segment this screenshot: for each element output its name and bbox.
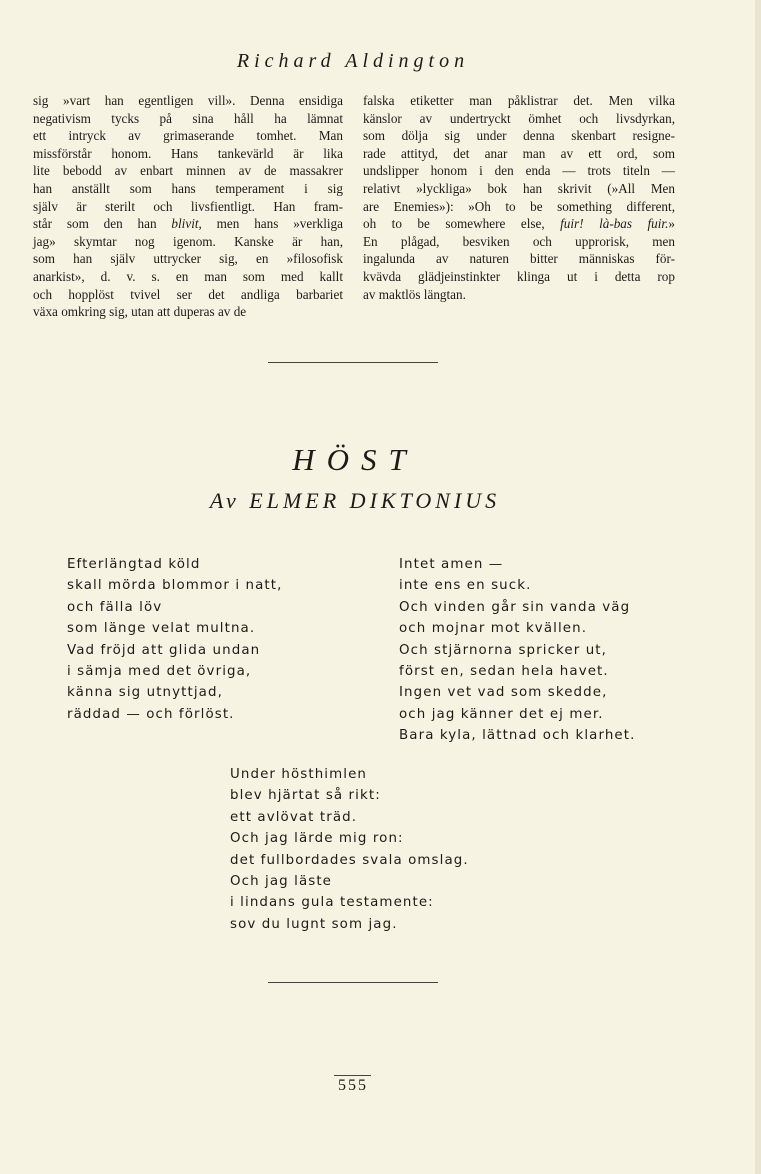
text-line: anarkist», d. v. s. en man som med kallt: [33, 268, 343, 284]
text-line: och jag känner det ej mer.: [399, 706, 604, 722]
text-line: Intet amen —: [399, 557, 504, 572]
text-line: are Enemies»): »Oh to be something different,: [363, 198, 675, 214]
text-line: och hopplöst tvivel ser det andliga barbariet: [33, 286, 343, 302]
essay-left-column: [33, 92, 343, 321]
text-line: i lindans gula testamente:: [230, 895, 434, 911]
stanza-3: [230, 764, 469, 935]
text-line: Bara kyla, lättnad och klarhet.: [399, 728, 636, 744]
text-line: Och jag läste: [230, 874, 333, 890]
text-line: kvävda glädjeinstinkter klinga ut i detta rop: [363, 268, 675, 284]
text-line: Ingen vet vad som skedde,: [399, 685, 608, 701]
section-divider: [268, 362, 438, 363]
text-line: missförstår honom. Hans tankevärld är lika: [33, 145, 343, 161]
text-line: står som den han blivit, men hans »verkliga: [33, 216, 343, 232]
text-line: som länge velat multna.: [67, 621, 256, 637]
text-line: falska etiketter man påklistrar det. Men vilka: [363, 93, 675, 108]
text-line: som dölja sig under denna skenbart resigne-: [363, 128, 675, 144]
text-line: Under hösthimlen: [230, 767, 367, 782]
text-line: känslor av undertryckt ömhet och livsdyrkan,: [363, 110, 675, 126]
end-divider: [268, 982, 438, 983]
text-line: relativt »lyckliga» bok han skrivit (»All Men: [363, 180, 675, 196]
page-number-rule: [334, 1075, 371, 1076]
page-number: 555: [338, 1077, 368, 1094]
text-line: inte ens en suck.: [399, 578, 532, 594]
poem-byline: Av ELMER DIKTONIUS: [209, 488, 501, 513]
text-line: sig »vart han egentligen vill». Denna ensidiga: [33, 93, 343, 108]
text-line: oh to be somewhere else, fuir! là-bas fuir.»: [363, 216, 675, 232]
text-line: först en, sedan hela havet.: [399, 664, 609, 680]
text-line: Och vinden går sin vanda väg: [399, 599, 631, 615]
text-line: ett intryck av grimaserande tomhet. Man: [33, 128, 343, 144]
stanza-2: [399, 554, 635, 747]
text-line: skall mörda blommor i natt,: [67, 578, 283, 594]
text-line: undslipper honom i den enda — trots titeln —: [363, 163, 675, 179]
text-line: som han själv uttrycker sig, en »filosofisk: [33, 251, 343, 267]
poem-title: HÖST: [292, 442, 418, 477]
essay-right-column: [363, 92, 675, 303]
text-line: En plågad, besviken och upprorisk, men: [363, 233, 675, 249]
text-line: lite bebodd av enbart minnen av de massakrer: [33, 163, 343, 179]
text-line: själv är sterilt och livsfientligt. Han fram-: [33, 198, 343, 214]
text-line: och fälla löv: [67, 599, 163, 615]
text-line: av maktlös längtan.: [363, 286, 466, 302]
text-line: i sämja med det övriga,: [67, 664, 252, 680]
text-line: det fullbordades svala omslag.: [230, 852, 469, 868]
text-line: ett avlövat träd.: [230, 809, 358, 825]
text-line: Efterlängtad köld: [67, 557, 201, 572]
text-line: han anställt som hans temperament i sig: [33, 180, 343, 196]
text-line: jag» skymtar nog igenom. Kanske är han,: [33, 233, 343, 249]
text-line: rade attityd, det anar man av ett ord, som: [363, 145, 675, 161]
running-head: Richard Aldington: [236, 50, 470, 72]
text-line: Och jag lärde mig ron:: [230, 831, 404, 847]
stanza-1: [67, 554, 282, 725]
text-line: sov du lugnt som jag.: [230, 916, 398, 932]
text-line: Vad fröjd att glida undan: [67, 642, 261, 658]
text-line: negativism tycks på sina håll ha lämnat: [33, 110, 343, 126]
text-line: blev hjärtat så rikt:: [230, 788, 381, 804]
text-line: känna sig utnyttjad,: [67, 685, 223, 701]
text-line: ingalunda av naturen bitter människas för-: [363, 251, 675, 267]
text-line: växa omkring sig, utan att duperas av de: [33, 304, 247, 320]
text-line: Och stjärnorna spricker ut,: [399, 642, 608, 658]
page-edge: [755, 0, 761, 1174]
text-line: räddad — och förlöst.: [67, 706, 235, 722]
text-line: och mojnar mot kvällen.: [399, 621, 588, 637]
